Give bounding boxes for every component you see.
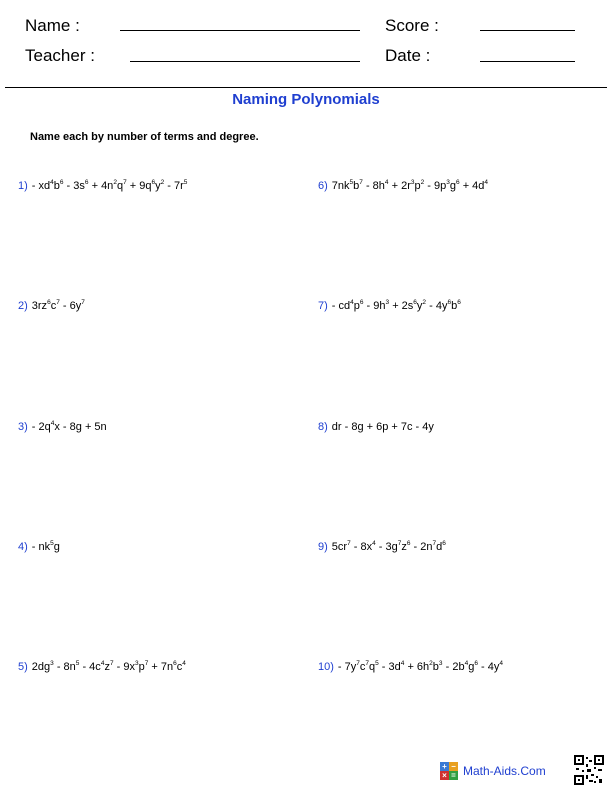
polynomial-expression: - $7y^7c^7q^5 - 3d^4 + 6h^2b^3 - 2b^4g^6 - 4y^4$	[337, 660, 503, 673]
page-title: Naming Polynomials	[232, 91, 380, 108]
problem-number: 10)	[318, 661, 334, 673]
problem-number: 4)	[18, 541, 28, 553]
instructions: Name each by number of terms and degree.	[30, 131, 259, 143]
problem-2	[18, 300, 85, 312]
problem-10	[318, 661, 503, 673]
problem-number: 5)	[18, 661, 28, 673]
date-label: Date :	[385, 46, 431, 65]
problem-7	[318, 300, 461, 312]
polynomial-expression: $3rz^6c^7 - 6y^7$	[31, 299, 85, 312]
footer-brand	[440, 762, 546, 780]
teacher-field[interactable]	[130, 61, 360, 62]
polynomial-expression: $5cr^7 - 8x^4 - 3g^7z^6 - 2n^7d^6$	[331, 540, 446, 553]
name-field[interactable]	[120, 30, 360, 31]
problem-number: 3)	[18, 421, 28, 433]
header-divider	[5, 87, 607, 88]
problem-3	[18, 421, 107, 433]
problem-1	[18, 180, 187, 192]
teacher-label: Teacher :	[25, 46, 95, 65]
polynomial-expression: dr - 8g + 6p + 7c - 4y	[331, 421, 434, 433]
polynomial-expression: - $2q^4x - 8g + 5n$	[31, 420, 107, 433]
score-field[interactable]	[480, 30, 575, 31]
score-label: Score :	[385, 16, 439, 35]
date-field[interactable]	[480, 61, 575, 62]
problem-5	[18, 661, 186, 673]
polynomial-expression: - $xd^4b^6 - 3s^6 + 4n^2q^7 + 9q^6y^2 - 7r^5$	[31, 179, 188, 192]
problem-number: 7)	[318, 300, 328, 312]
site-name: Math-Aids.Com	[463, 764, 546, 778]
problem-4	[18, 541, 60, 553]
calculator-icon: + − × =	[440, 762, 458, 780]
problem-9	[318, 541, 446, 553]
problem-number: 9)	[318, 541, 328, 553]
problem-number: 1)	[18, 180, 28, 192]
problem-number: 8)	[318, 421, 328, 433]
qr-code-icon	[574, 755, 604, 785]
problem-number: 2)	[18, 300, 28, 312]
polynomial-expression: - $cd^4p^6 - 9h^3 + 2s^6y^2 - 4y^6b^6$	[331, 299, 461, 312]
polynomial-expression: $7nk^5b^7 - 8h^4 + 2r^3p^2 - 9p^3g^6 + 4d^4$	[331, 179, 489, 192]
polynomial-expression: $2dg^3 - 8n^5 - 4c^4z^7 - 9x^3p^7 + 7n^6c^4$	[31, 660, 186, 673]
problem-6	[318, 180, 488, 192]
problem-8	[318, 421, 434, 433]
polynomial-expression: - $nk^5g$	[31, 540, 60, 553]
problem-number: 6)	[318, 180, 328, 192]
name-label: Name :	[25, 16, 80, 35]
